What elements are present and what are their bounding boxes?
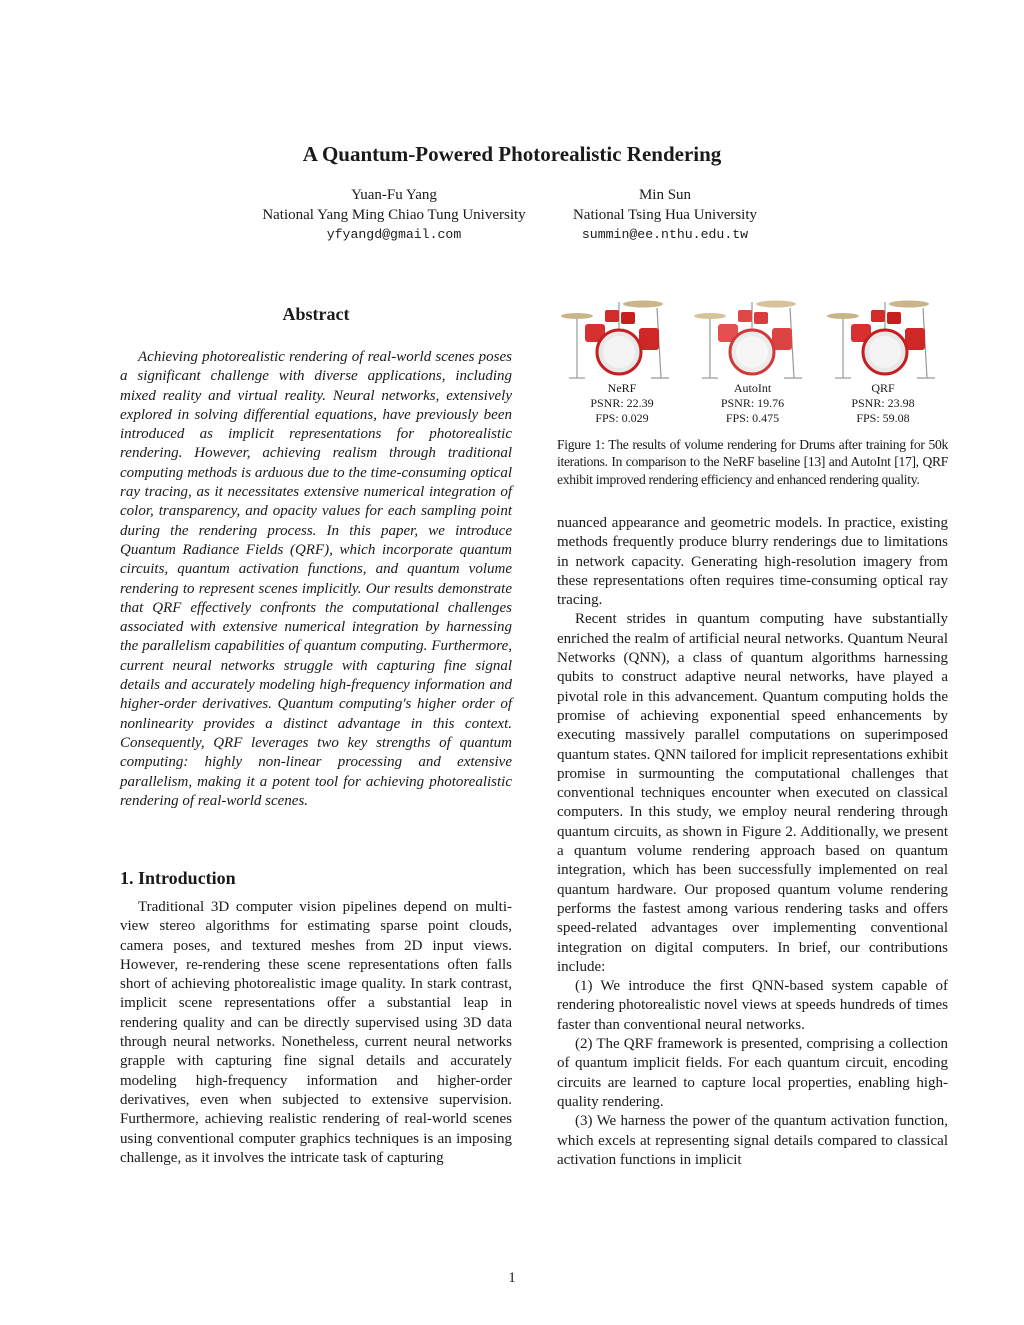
contribution-item: (2) The QRF framework is presented, comprising a collection of quantum implicit fields. For each quantum circuit, encoding circuits are learned to capture local properties, enabling high-quality rendering. [557,1036,948,1110]
author-affiliation: National Tsing Hua University [572,206,758,223]
author-block-2 [555,186,775,245]
author-email: summin@ee.nthu.edu.tw [581,227,749,242]
figure-1 [557,294,948,488]
drum-render-nerf [557,294,682,382]
paragraph: nuanced appearance and geometric models. In practice, existing methods frequently produce blurry renderings due to limitations in network capacity. Generating high-resolution imagery from these representations often requires time-consuming optical ray tracing. [557,515,948,609]
panel-psnr: PSNR: 23.98 [851,396,915,410]
page-number: 1 [508,1270,516,1286]
author-affiliation: National Yang Ming Chiao Tung University [262,206,526,223]
paper-title: A Quantum-Powered Photorealistic Rendering [302,142,722,166]
figure-images [557,294,948,382]
paragraph: Recent strides in quantum computing have substantially enriched the realm of artificial neural networks. Quantum Neural Networks (QNN), a class of quantum algorithms harnessing qubits to construct adaptive neural networks, have played a pivotal role in this advancement. Quantum computing holds the promise of achieving exponential speed enhancements by executing massively parallel computations on superimposed quantum states. QNN tailored for implicit representations exhibit promise in surmounting the computational challenges that conventional techniques encounter when executed on classical computers. In this study, we employ neural rendering through quantum circuits, as shown in Figure 2. Additionally, we present a quantum volume rendering approach based on quantum integration, which has been successfully implemented on real quantum hardware. Our proposed quantum volume rendering performs the fastest among various rendering tasks and offers speed-related advantages over implementing conventional integration on digital computers. In brief, our contributions include: [557,611,948,975]
figure-labels [557,381,948,426]
author-name: Min Sun [638,187,692,203]
drum-render-autoint [690,294,815,382]
right-column-text [557,514,948,1170]
panel-label-qrf [818,381,948,426]
drum-render-qrf [823,294,948,382]
contribution-item: (3) We harness the power of the quantum activation function, which excels at representing signal details compared to classical activation functions in implicit [557,1113,948,1168]
abstract-text: Achieving photorealistic rendering of real-world scenes poses a significant challenge with diverse applications, including mixed reality and virtual reality. Neural networks, extensively explored in solving differential equations, have previously been introduced as implicit representations for photorealistic rendering. However, achieving realism through traditional computing methods is arduous due to the time-consuming optical ray tracing, as it necessitates extensive numerical integration of color, transparency, and opacity values for each sampling point during the rendering process. In this paper, we introduce Quantum Radiance Fields (QRF), which incorporate quantum circuits, quantum activation functions, and quantum volume rendering to represent scenes implicitly. Our results demonstrate that QRF effectively confronts the computational challenges associated with extensive numerical integration by harnessing the parallelism capabilities of quantum computing. Furthermore, current neural networks struggle with capturing fine signal details and accurately modeling high-frequency information and higher-order derivatives. Quantum computing's higher order of nonlinearity provides a distinct advantage in this context. Consequently, QRF leverages two key strengths of quantum computing: highly non-linear processing and extensive parallelism, making it a potent tool for achieving photorealistic rendering of real-world scenes. [120,349,512,809]
panel-psnr: PSNR: 19.76 [720,396,785,410]
author-name: Yuan-Fu Yang [351,187,437,203]
panel-psnr: PSNR: 22.39 [590,396,654,410]
panel-method: QRF [871,381,895,395]
contribution-item: (1) We introduce the first QNN-based system capable of rendering photorealistic novel views at speeds hundreds of times faster than conventional neural networks. [557,978,948,1033]
panel-fps: FPS: 0.029 [595,411,649,425]
panel-label-nerf [557,381,687,426]
panel-label-autoint [688,381,818,426]
abstract-heading: Abstract [282,304,350,324]
author-email: yfyangd@gmail.com [326,227,462,242]
figure-caption: Figure 1: The results of volume rendering for Drums after training for 50k iterations. In comparison to the NeRF baseline [13] and AutoInt [17], QRF exhibit improved rendering efficiency and enhanced rendering quality. [557,437,948,487]
author-block-1 [235,186,553,245]
panel-method: NeRF [607,381,637,395]
panel-fps: FPS: 59.08 [856,411,910,425]
panel-method: AutoInt [733,381,772,395]
panel-fps: FPS: 0.475 [725,411,780,425]
introduction-heading: 1. Introduction [120,868,236,888]
intro-paragraph: Traditional 3D computer vision pipelines depend on multi-view stereo algorithms for estimating sparse point clouds, camera poses, and textured meshes from 2D input views. However, re-rendering these scene representations often falls short of achieving photorealistic image quality. In stark contrast, implicit scene representations offer a substantial leap in rendering quality and can be directly supervised using 3D data through neural networks. Nonetheless, current neural networks grapple with capturing fine signal details and accurately modeling high-frequency information and higher-order derivatives, even when subjected to extensive supervision. Furthermore, achieving realistic rendering of real-world scenes using conventional computer graphics techniques is an imposing challenge, as it involves the intricate task of capturing [120,899,512,1166]
